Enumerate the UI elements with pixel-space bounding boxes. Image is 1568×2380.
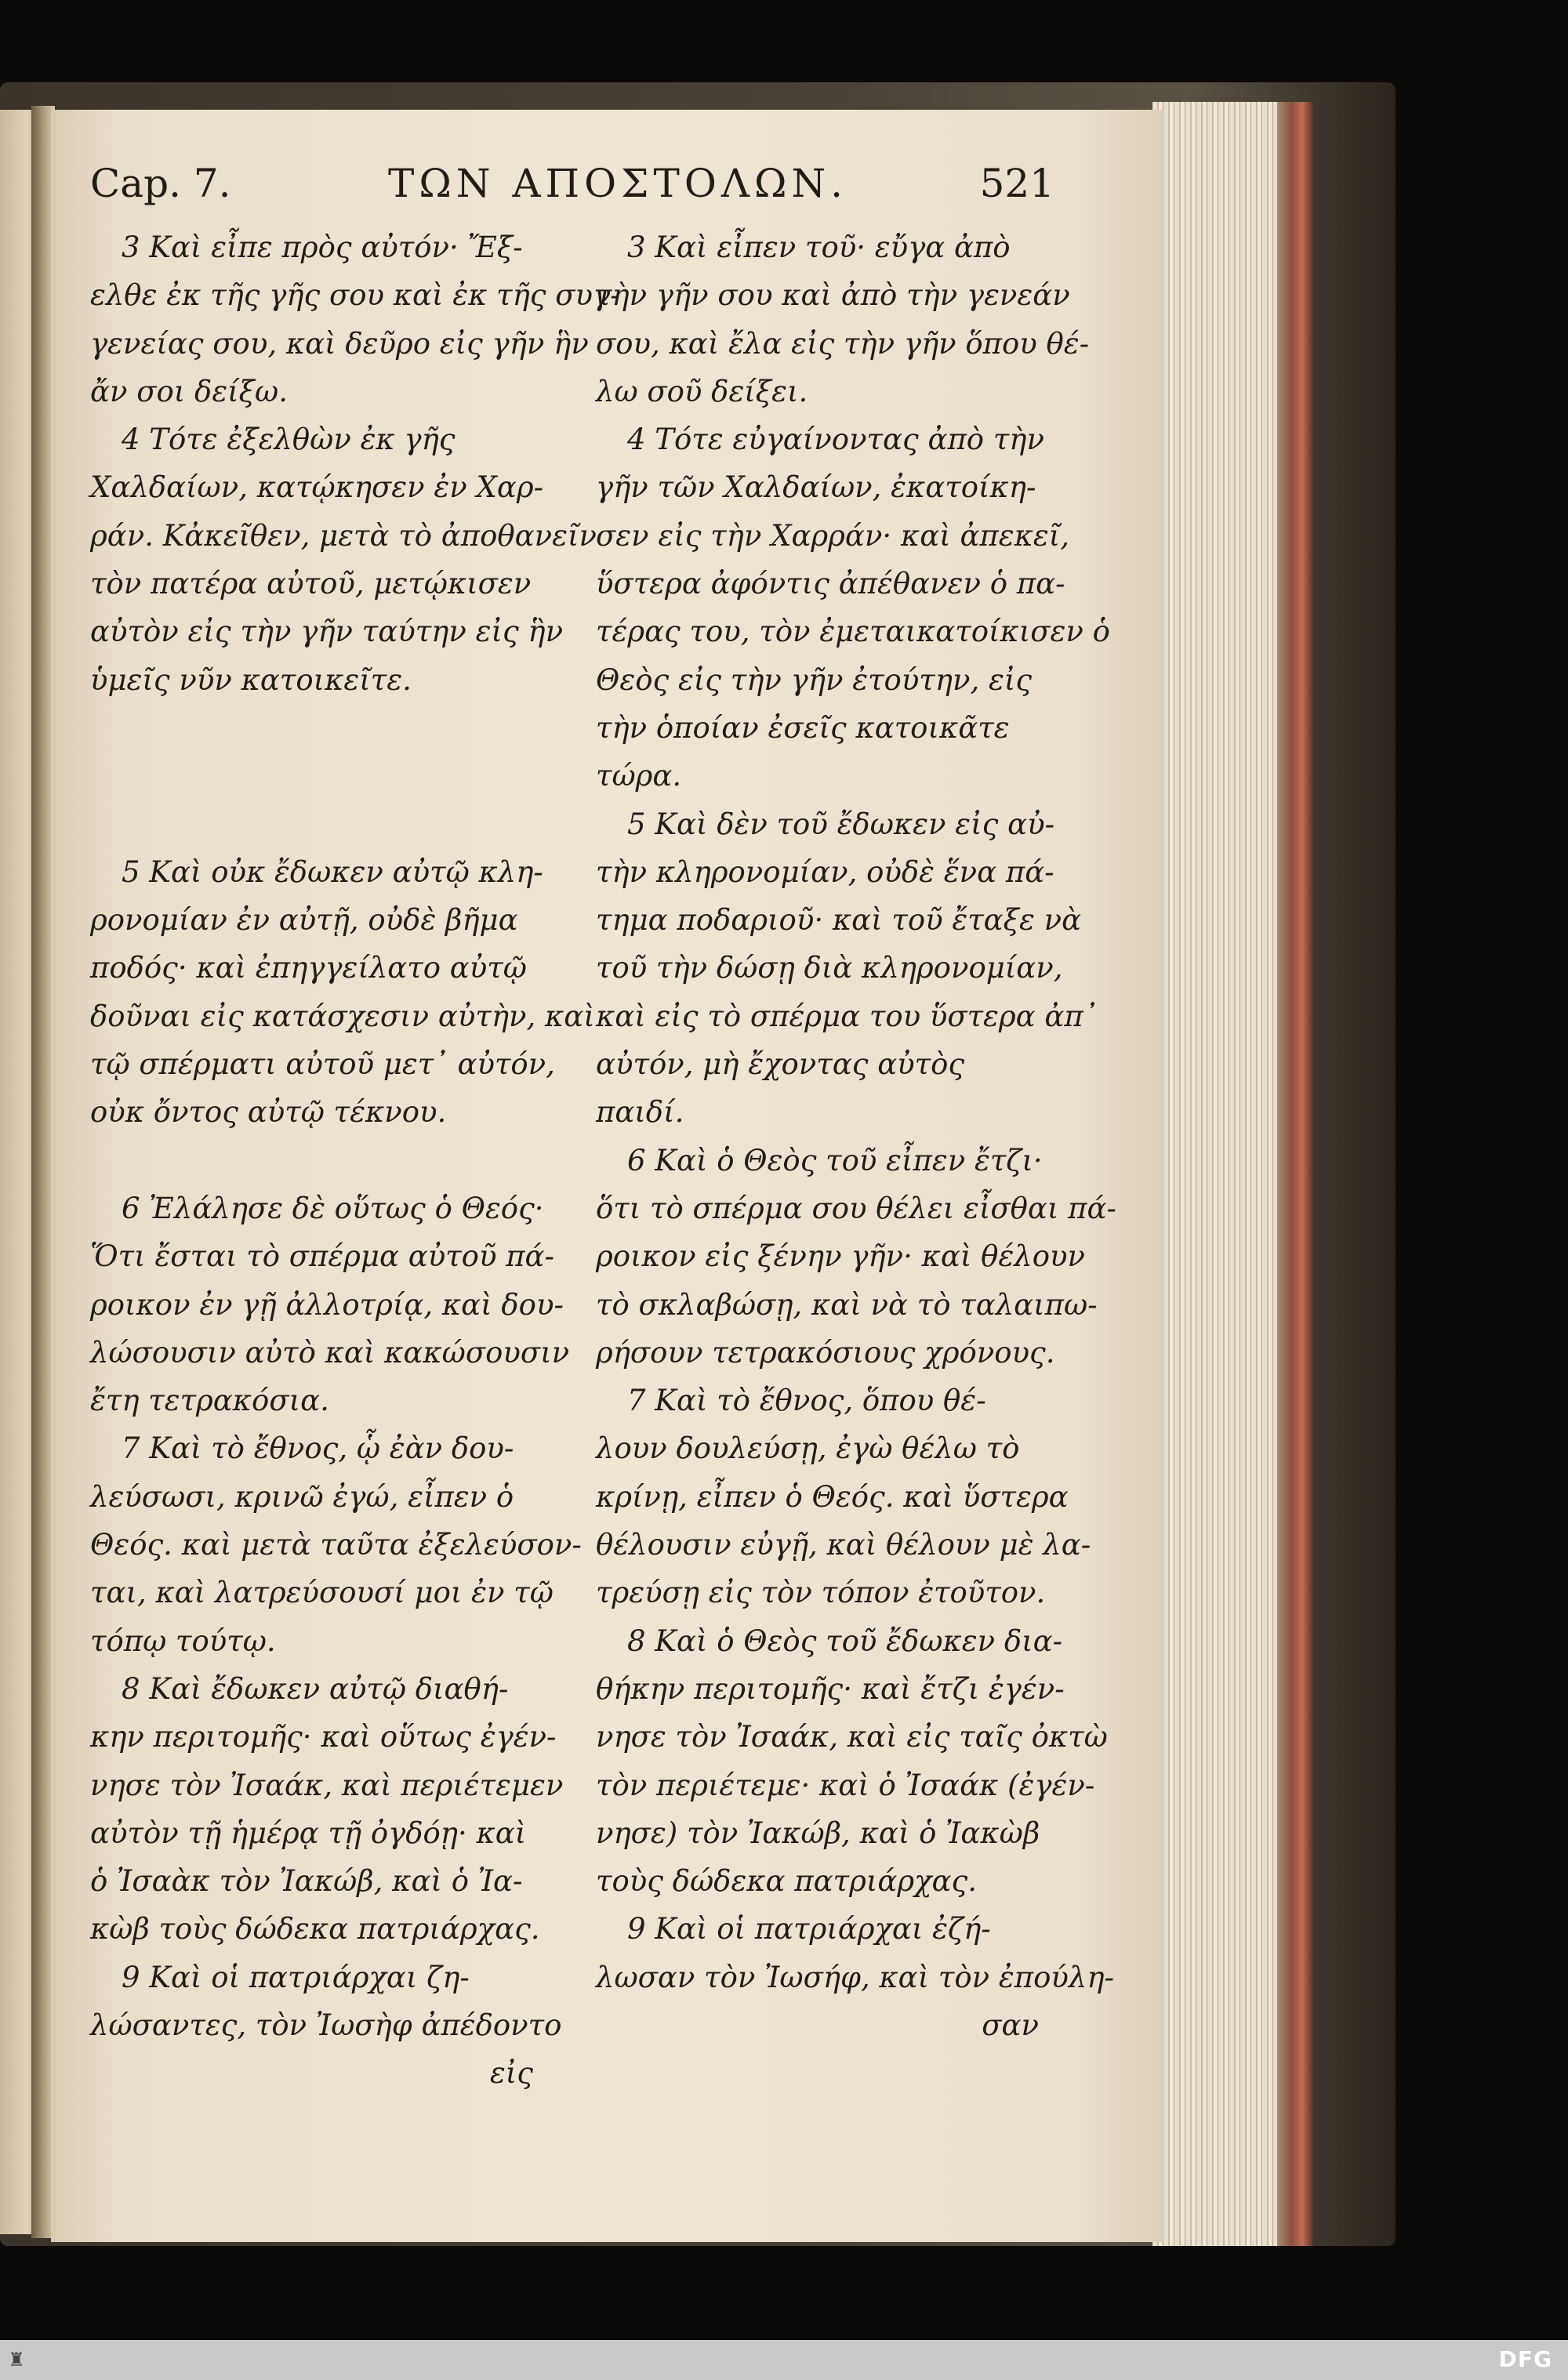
text-line: 5 Καὶ οὐκ ἔδωκεν αὐτῷ κλη-: [122, 854, 543, 889]
text-line: αὐτόν, μὴ ἔχοντας αὐτὸς: [596, 1047, 965, 1082]
text-line: αὐτὸν εἰς τὴν γῆν ταύτην εἰς ἣν: [90, 615, 564, 649]
text-line: ὁ Ἰσαὰκ τὸν Ἰακώβ, καὶ ὁ Ἰα-: [90, 1864, 523, 1899]
text-line: σεν εἰς τὴν Χαρράν· καὶ ἀπεκεῖ,: [596, 518, 1069, 553]
text-line: τὴν ὁποίαν ἐσεῖς κατοικᾶτε: [596, 710, 1010, 745]
text-line: τημα ποδαριοῦ· καὶ τοῦ ἔταξε νὰ: [596, 903, 1082, 938]
text-line: κην περιτομῆς· καὶ οὕτως ἐγέν-: [90, 1720, 557, 1754]
text-line: αὐτὸν τῇ ἡμέρᾳ τῇ ὀγδόῃ· καὶ: [90, 1816, 527, 1850]
text-line: τὸ σκλαβώσῃ, καὶ νὰ τὸ ταλαιπω-: [596, 1287, 1098, 1322]
text-line: 7 Καὶ τὸ ἔθνος, ὅπου θέ-: [627, 1384, 986, 1418]
text-line: ἔτη τετρακόσια.: [90, 1384, 329, 1418]
text-line: Χαλδαίων, κατῴκησεν ἐν Χαρ-: [90, 470, 544, 505]
text-line: λώσουσιν αὐτὸ καὶ κακώσουσιν: [90, 1335, 570, 1370]
ancient-greek-column: [90, 223, 620, 2098]
running-header: [90, 161, 1054, 216]
text-line: γενείας σου, καὶ δεῦρο εἰς γῆν ἣν: [90, 326, 589, 361]
text-line: ροικον ἐν γῇ ἀλλοτρίᾳ, καὶ δου-: [90, 1287, 564, 1322]
text-line: ρονομίαν ἐν αὐτῇ, οὐδὲ βῆμα: [90, 903, 518, 938]
text-line: 6 Ἐλάλησε δὲ οὕτως ὁ Θεός·: [122, 1191, 544, 1225]
text-line: τόπῳ τούτῳ.: [90, 1624, 276, 1658]
text-line: τώρα.: [596, 759, 682, 793]
text-line: ἄν σοι δείξω.: [90, 374, 288, 408]
text-line: κὼβ τοὺς δώδεκα πατριάρχας.: [90, 1912, 540, 1946]
text-line: 4 Τότε ἐξελθὼν ἐκ γῆς: [122, 423, 456, 457]
text-line: 8 Καὶ ὁ Θεὸς τοῦ ἔδωκεν δια-: [627, 1624, 1063, 1658]
catchword: σαν: [982, 2008, 1039, 2042]
catchword: εἰς: [489, 2056, 533, 2091]
text-line: ὑμεῖς νῦν κατοικεῖτε.: [90, 662, 412, 697]
text-line: Θεός. καὶ μετὰ ταῦτα ἐξελεύσον-: [90, 1528, 582, 1562]
text-line: λώσαντες, τὸν Ἰωσὴφ ἀπέδοντο: [90, 2008, 562, 2042]
text-line: τοὺς δώδεκα πατριάρχας.: [596, 1864, 977, 1899]
page-block-edges: [1152, 102, 1313, 2246]
text-line: τὴν κληρονομίαν, οὐδὲ ἕνα πά-: [596, 854, 1054, 889]
text-line: 3 Καὶ εἶπεν τοῦ· εὔγα ἀπὸ: [627, 230, 1011, 264]
text-line: ελθε ἐκ τῆς γῆς σου καὶ ἐκ τῆς συγ-: [90, 278, 620, 313]
text-line: τοῦ τὴν δώσῃ διὰ κληρονομίαν,: [596, 951, 1063, 985]
text-line: ρήσουν τετρακόσιους χρόνους.: [596, 1335, 1055, 1370]
viewer-footer-bar: [0, 2340, 1568, 2380]
text-line: 4 Τότε εὐγαίνοντας ἀπὸ τὴν: [627, 423, 1044, 457]
text-line: τὸν περιέτεμε· καὶ ὁ Ἰσαάκ (ἐγέν-: [596, 1768, 1095, 1802]
text-line: θήκην περιτομῆς· καὶ ἔτζι ἐγέν-: [596, 1671, 1065, 1706]
text-line: [90, 704, 549, 752]
text-line: καὶ εἰς τὸ σπέρμα του ὕστερα ἀπ᾽: [596, 999, 1098, 1033]
text-line: 6 Καὶ ὁ Θεὸς τοῦ εἶπεν ἔτζι·: [627, 1143, 1043, 1177]
text-line: τὴν γῆν σου καὶ ἀπὸ τὴν γενεάν: [596, 278, 1070, 313]
text-line: κρίνῃ, εἶπεν ὁ Θεός. καὶ ὕστερα: [596, 1479, 1069, 1514]
text-line: νησε) τὸν Ἰακώβ, καὶ ὁ Ἰακὼβ: [596, 1816, 1040, 1850]
text-line: τέρας του, τὸν ἐμεταικατοίκισεν ὁ: [596, 615, 1110, 649]
text-line: ὅτι τὸ σπέρμα σου θέλει εἶσθαι πά-: [596, 1191, 1116, 1225]
text-line: παιδί.: [596, 1095, 684, 1130]
text-line: γῆν τῶν Χαλδαίων, ἐκατοίκη-: [596, 470, 1036, 505]
library-seal-icon: ♜: [8, 2349, 25, 2371]
running-title: ΤΩΝ ΑΠΟΣΤΟΛΩΝ.: [388, 161, 848, 206]
text-line: 9 Καὶ οἱ πατριάρχαι ζη-: [122, 1960, 470, 1994]
text-line: 7 Καὶ τὸ ἔθνος, ᾧ ἐὰν δου-: [122, 1431, 514, 1466]
text-line: θέλουσιν εὐγῇ, καὶ θέλουν μὲ λα-: [596, 1528, 1091, 1562]
text-line: ὕστερα ἀφόντις ἀπέθανεν ὁ πα-: [596, 567, 1065, 601]
text-line: 8 Καὶ ἔδωκεν αὐτῷ διαθή-: [122, 1671, 509, 1706]
text-line: Ὅτι ἔσται τὸ σπέρμα αὐτοῦ πά-: [90, 1239, 554, 1274]
text-line: ροικον εἰς ξένην γῆν· καὶ θέλουν: [596, 1239, 1085, 1274]
page-number: 521: [979, 161, 1054, 206]
text-line: σου, καὶ ἔλα εἰς τὴν γῆν ὅπου θέ-: [596, 326, 1090, 361]
text-line: τῷ σπέρματι αὐτοῦ μετ᾽ αὐτόν,: [90, 1047, 555, 1082]
text-line: οὐκ ὄντος αὐτῷ τέκνου.: [90, 1095, 447, 1130]
text-line: λω σοῦ δείξει.: [596, 374, 808, 408]
text-line: [90, 752, 549, 800]
text-line: ράν. Κἀκεῖθεν, μετὰ τὸ ἀποθανεῖν: [90, 518, 597, 553]
text-line: λουν δουλεύσῃ, ἐγὼ θέλω τὸ: [596, 1431, 1020, 1466]
text-line: ποδός· καὶ ἐπηγγείλατο αὐτῷ: [90, 951, 527, 985]
text-line: λεύσωσι, κρινῶ ἐγώ, εἶπεν ὁ: [90, 1479, 514, 1514]
text-line: 5 Καὶ δὲν τοῦ ἔδωκεν εἰς αὐ-: [627, 807, 1055, 841]
text-line: νησε τὸν Ἰσαάκ, καὶ περιέτεμεν: [90, 1768, 564, 1802]
text-line: 9 Καὶ οἱ πατριάρχαι ἐζή-: [627, 1912, 991, 1946]
chapter-label: Cap. 7.: [90, 161, 231, 206]
text-line: νησε τὸν Ἰσαάκ, καὶ εἰς ταῖς ὀκτὼ: [596, 1720, 1108, 1754]
text-line: τρεύσῃ εἰς τὸν τόπον ἐτοῦτον.: [596, 1576, 1046, 1610]
text-line: [90, 800, 549, 848]
text-line: τὸν πατέρα αὐτοῦ, μετῴκισεν: [90, 567, 532, 601]
text-line: λωσαν τὸν Ἰωσήφ, καὶ τὸν ἐπούλη-: [596, 1960, 1114, 1994]
text-line: [90, 1137, 549, 1185]
text-line: Θεὸς εἰς τὴν γῆν ἐτούτην, εἰς: [596, 662, 1033, 697]
text-line: 3 Καὶ εἶπε πρὸς αὐτόν· Ἔξ-: [122, 230, 523, 264]
text-line: ται, καὶ λατρεύσουσί μοι ἐν τῷ: [90, 1576, 554, 1610]
dfg-logo: DFG: [1498, 2346, 1552, 2372]
text-line: δοῦναι εἰς κατάσχεσιν αὐτὴν, καὶ: [90, 999, 595, 1033]
modern-greek-column: [596, 223, 1116, 2049]
